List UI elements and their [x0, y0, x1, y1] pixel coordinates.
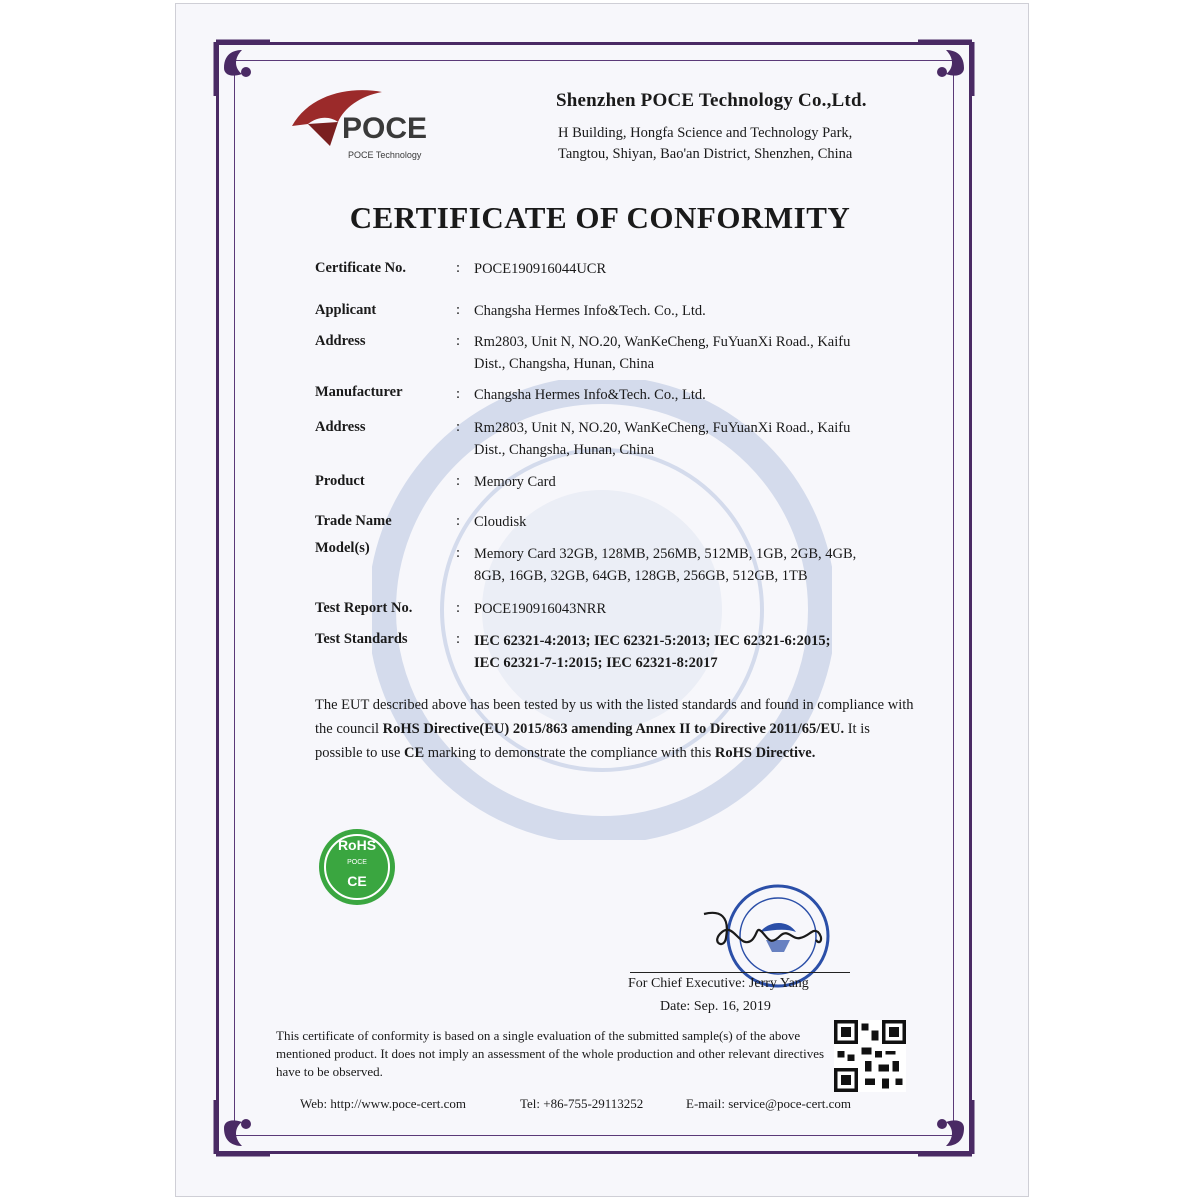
certificate-no-label: Certificate No. [315, 260, 406, 276]
applicant-address-label: Address [315, 333, 366, 349]
manufacturer-address-line1: Rm2803, Unit N, NO.20, WanKeCheng, FuYuanXi Road., Kaifu [474, 420, 851, 436]
manufacturer-value: Changsha Hermes Info&Tech. Co., Ltd. [474, 387, 706, 403]
models-line1: Memory Card 32GB, 128MB, 256MB, 512MB, 1GB, 2GB, 4GB, [474, 546, 857, 562]
rohs-badge-top: RoHS [337, 837, 377, 853]
company-name: Shenzhen POCE Technology Co.,Ltd. [556, 90, 867, 111]
rohs-badge-middle: POCE [347, 859, 367, 866]
applicant-address-line2: Dist., Changsha, Hunan, China [474, 356, 655, 372]
test-standards-line2: IEC 62321-7-1:2015; IEC 62321-8:2017 [474, 655, 718, 671]
signature-date: Date: Sep. 16, 2019 [660, 999, 771, 1014]
trade-name-label: Trade Name [315, 513, 392, 529]
manufacturer-label: Manufacturer [315, 384, 403, 400]
rohs-badge-bottom: CE [347, 873, 367, 889]
corner-ornament-icon [212, 38, 274, 100]
applicant-label: Applicant [315, 302, 377, 318]
statement-ce: CE [404, 745, 425, 761]
colon: : [456, 473, 461, 489]
certificate-no-value: POCE190916044UCR [474, 261, 607, 277]
executive-signature-text: For Chief Executive: Jerry Yang [628, 976, 809, 991]
company-address-line2: Tangtou, Shiyan, Bao'an District, Shenzhen, China [558, 146, 853, 162]
test-standards-label: Test Standards [315, 631, 408, 647]
company-address-line1: H Building, Hongfa Science and Technology Park, [558, 125, 853, 141]
colon: : [456, 333, 461, 349]
footer-web: Web: http://www.poce-cert.com [300, 1096, 466, 1111]
test-standards-line1: IEC 62321-4:2013; IEC 62321-5:2013; IEC 62321-6:2015; [474, 633, 831, 649]
models-line2: 8GB, 16GB, 32GB, 64GB, 128GB, 256GB, 512GB, 1TB [474, 568, 808, 584]
manufacturer-address-label: Address [315, 419, 366, 435]
corner-ornament-icon [914, 38, 976, 100]
colon: : [456, 545, 461, 561]
statement-text: marking to demonstrate the compliance with this [424, 745, 715, 761]
statement-text: The EUT described above has been tested by us with the listed standards and found in compliance with the council [315, 697, 914, 737]
models-label: Model(s) [315, 540, 370, 556]
poce-logo [290, 86, 460, 166]
colon: : [456, 631, 461, 647]
certificate-title: CERTIFICATE OF CONFORMITY [349, 200, 851, 235]
corner-ornament-icon [914, 1096, 976, 1158]
footer-tel: Tel: +86-755-29113252 [520, 1096, 644, 1111]
colon: : [456, 600, 461, 616]
test-report-label: Test Report No. [315, 600, 413, 616]
statement-directive: RoHS Directive(EU) 2015/863 amending Annex II to Directive 2011/65/EU. [382, 721, 845, 737]
manufacturer-address-line2: Dist., Changsha, Hunan, China [474, 442, 655, 458]
corner-ornament-icon [212, 1096, 274, 1158]
footer-email: E-mail: service@poce-cert.com [686, 1096, 852, 1111]
logo-subtext: POCE Technology [348, 150, 422, 160]
applicant-address-line1: Rm2803, Unit N, NO.20, WanKeCheng, FuYuanXi Road., Kaifu [474, 334, 851, 350]
rohs-badge [316, 820, 398, 914]
test-report-value: POCE190916043NRR [474, 601, 607, 617]
conformity-statement [315, 693, 915, 765]
signature-line [630, 972, 850, 973]
colon: : [456, 419, 461, 435]
colon: : [456, 260, 461, 276]
applicant-value: Changsha Hermes Info&Tech. Co., Ltd. [474, 303, 706, 319]
qr-code-icon [834, 1020, 906, 1092]
trade-name-value: Cloudisk [474, 514, 527, 530]
statement-rohs: RoHS Directive. [714, 745, 816, 761]
disclaimer: This certificate of conformity is based on a single evaluation of the submitted sample(s) of the above mentioned product. It does not imply an assessment of the whole production and other relevant directives have to be observed. [276, 1028, 825, 1079]
colon: : [456, 302, 461, 318]
product-value: Memory Card [474, 474, 556, 490]
product-label: Product [315, 473, 365, 489]
colon: : [456, 386, 461, 402]
statement-text: It is possible to use [315, 721, 870, 761]
logo-text: POCE [342, 112, 428, 145]
colon: : [456, 513, 461, 529]
